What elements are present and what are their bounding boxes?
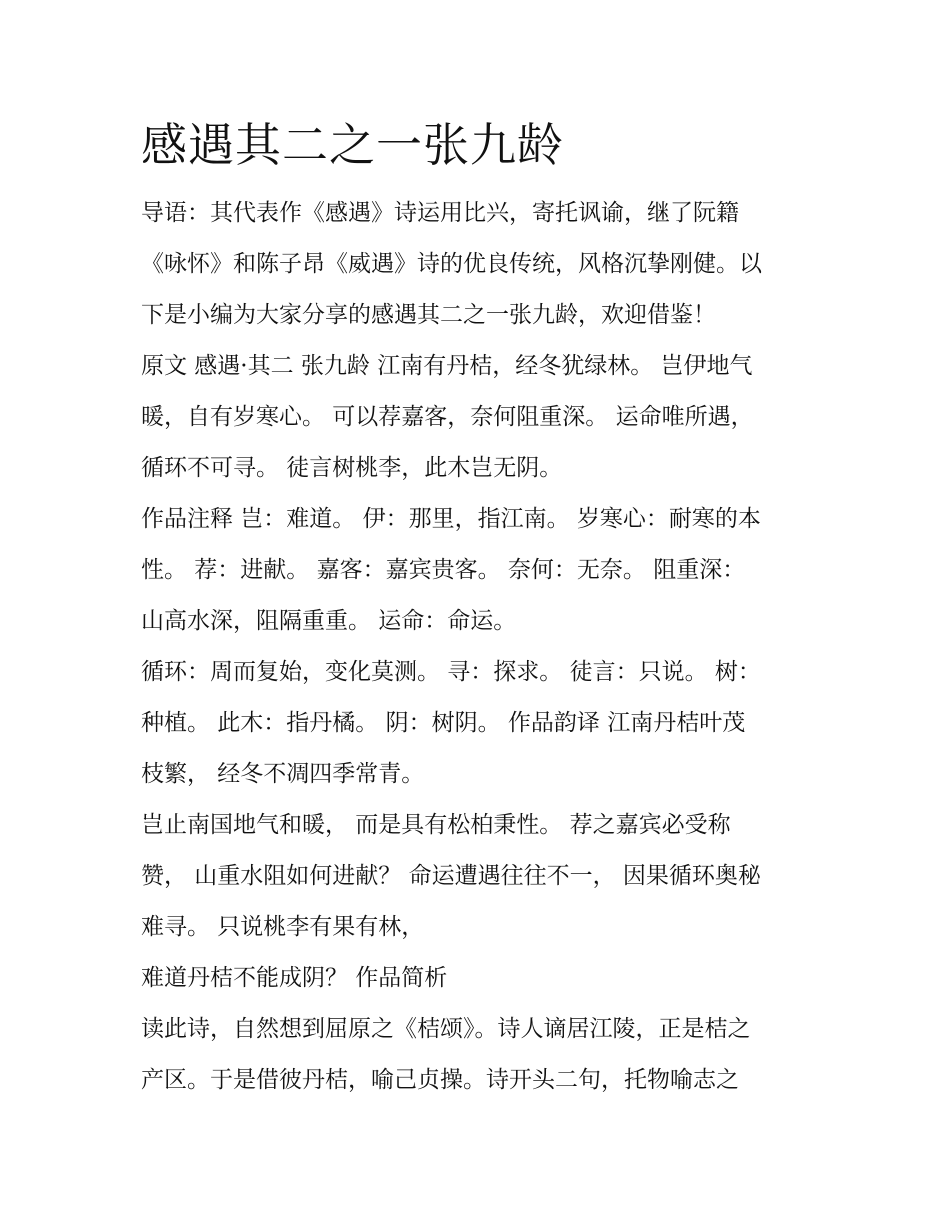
body-line: 下是小编为大家分享的感遇其二之一张九龄，欢迎借鉴！ [141, 302, 716, 328]
body-line: 原文 感遇·其二 张九龄 江南有丹桔，经冬犹绿林。 岂伊地气 [141, 353, 753, 379]
document-body [141, 188, 821, 1106]
body-line: 导语：其代表作《感遇》诗运用比兴，寄托讽谕，继了阮籍 [141, 200, 739, 226]
body-line: 种植。 此木：指丹橘。 阴：树阴。 作品韵译 江南丹桔叶茂 [141, 710, 746, 736]
body-line: 产区。于是借彼丹桔，喻己贞操。诗开头二句，托物喻志之 [141, 1067, 739, 1093]
document-title: 感遇其二之一张九龄 [141, 118, 564, 172]
body-line: 循环不可寻。 徒言树桃李，此木岂无阴。 [141, 455, 563, 481]
body-line: 性。 荐：进献。 嘉客：嘉宾贵客。 奈何：无奈。 阻重深： [141, 557, 746, 583]
document-page [141, 110, 821, 1106]
body-line: 作品注释 岂：难道。 伊：那里，指江南。 岁寒心：耐寒的本 [141, 506, 761, 532]
body-line: 山高水深，阻隔重重。 运命：命运。 [141, 608, 517, 634]
body-line: 暖，自有岁寒心。 可以荐嘉客，奈何阻重深。 运命唯所遇， [141, 404, 754, 430]
body-line: 《咏怀》和陈子昂《威遇》诗的优良传统，风格沉挚刚健。以 [141, 251, 762, 277]
body-line: 循环：周而复始，变化莫测。 寻：探求。 徒言：只说。 树： [141, 659, 761, 685]
body-line: 赞， 山重水阻如何进献？ 命运遭遇往往不一， 因果循环奥秘 [141, 863, 761, 889]
body-line: 难寻。 只说桃李有果有林， [141, 914, 425, 940]
body-line: 岂止南国地气和暖， 而是具有松柏秉性。 荐之嘉宾必受称 [141, 812, 731, 838]
body-line: 读此诗，自然想到屈原之《桔颂》。诗人谪居江陵，正是桔之 [141, 1016, 751, 1042]
body-line: 枝繁， 经冬不凋四季常青。 [141, 761, 425, 787]
body-line: 难道丹桔不能成阴？ 作品简析 [141, 965, 448, 991]
